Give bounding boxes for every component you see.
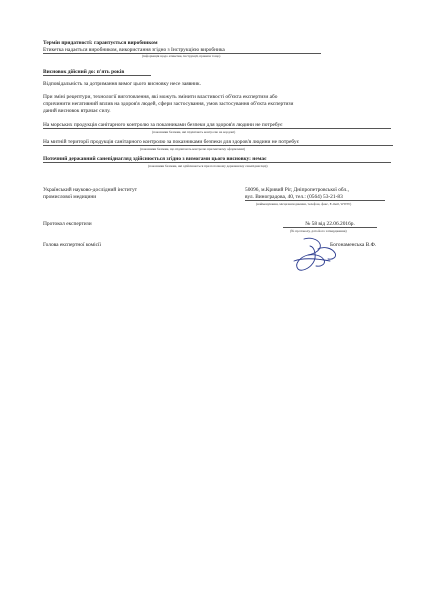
institute-name: промислової медицини [43,194,97,200]
commission-signer: Богонаменська В.Ф. [330,242,377,248]
changes-text-line: даний висновок втрачає силу. [43,108,111,114]
customs-control-hint: (показники безпеки, що підлягають контролю при митному оформленні) [140,146,246,151]
sea-control-hint: (показники безпеки, які підлягають контролю на кордоні) [152,129,236,134]
changes-text-line: спричинити негативний вплив на здоров'я людей, сфери застосування, умов застосування об'єкта експертизи [43,101,294,107]
protocol-label: Протокол експертизи [43,221,92,227]
protocol-value: № 58 від 22.06.2016р. [283,221,377,228]
institute-address-hint: (найменування, місцезнаходження, телефон, факс, E-mail, WWW) [256,201,352,206]
institute-address: вул. Виноградова, 40, тел.: (0564) 53-21-83 [245,194,385,201]
institute-address: 50096, м.Кривий Ріг, Дніпропетровської обл., [245,187,349,193]
conclusion-validity: Висновок дійсний до: п'ять років [43,69,151,76]
changes-text-line: При зміні рецептури, технології виготовлення, які можуть змінити властивості об'єкта експертизи або [43,94,278,100]
responsibility-text: Відповідальність за дотримання вимог цього висновку несе заявник. [43,81,202,87]
signature-image [288,233,340,273]
label-info-hint: (інформація щодо етикетки, інструкції, правила тощо) [142,54,221,58]
label-info-line: Етикетка надається виробником, використання згідно з Інструкцією виробника [43,47,321,54]
state-supervision-hint: (показники безпеки, які здійснюються при поточному державному санепіднагляді) [148,163,268,168]
customs-control-line: На митній території продукція санітарного контролю за показниками безпеки для здоров'я людини не потребує [43,139,393,146]
commission-label: Голова експертної комісії [43,242,102,248]
sea-control-line: На морських продукція санітарного контролю за показниками безпеки для здоров'я людини не потребує [43,122,391,129]
protocol-hint: (№ протоколу, дата його затвердження) [290,228,347,233]
state-supervision-line: Поточний державний санепіднагляд здійснюється згідно з вимогами цього висновку: немає [43,156,391,163]
institute-name: Український науково-дослідний інститут [43,187,138,193]
validity-line: Термін придатності: гарантується виробником [43,40,158,46]
